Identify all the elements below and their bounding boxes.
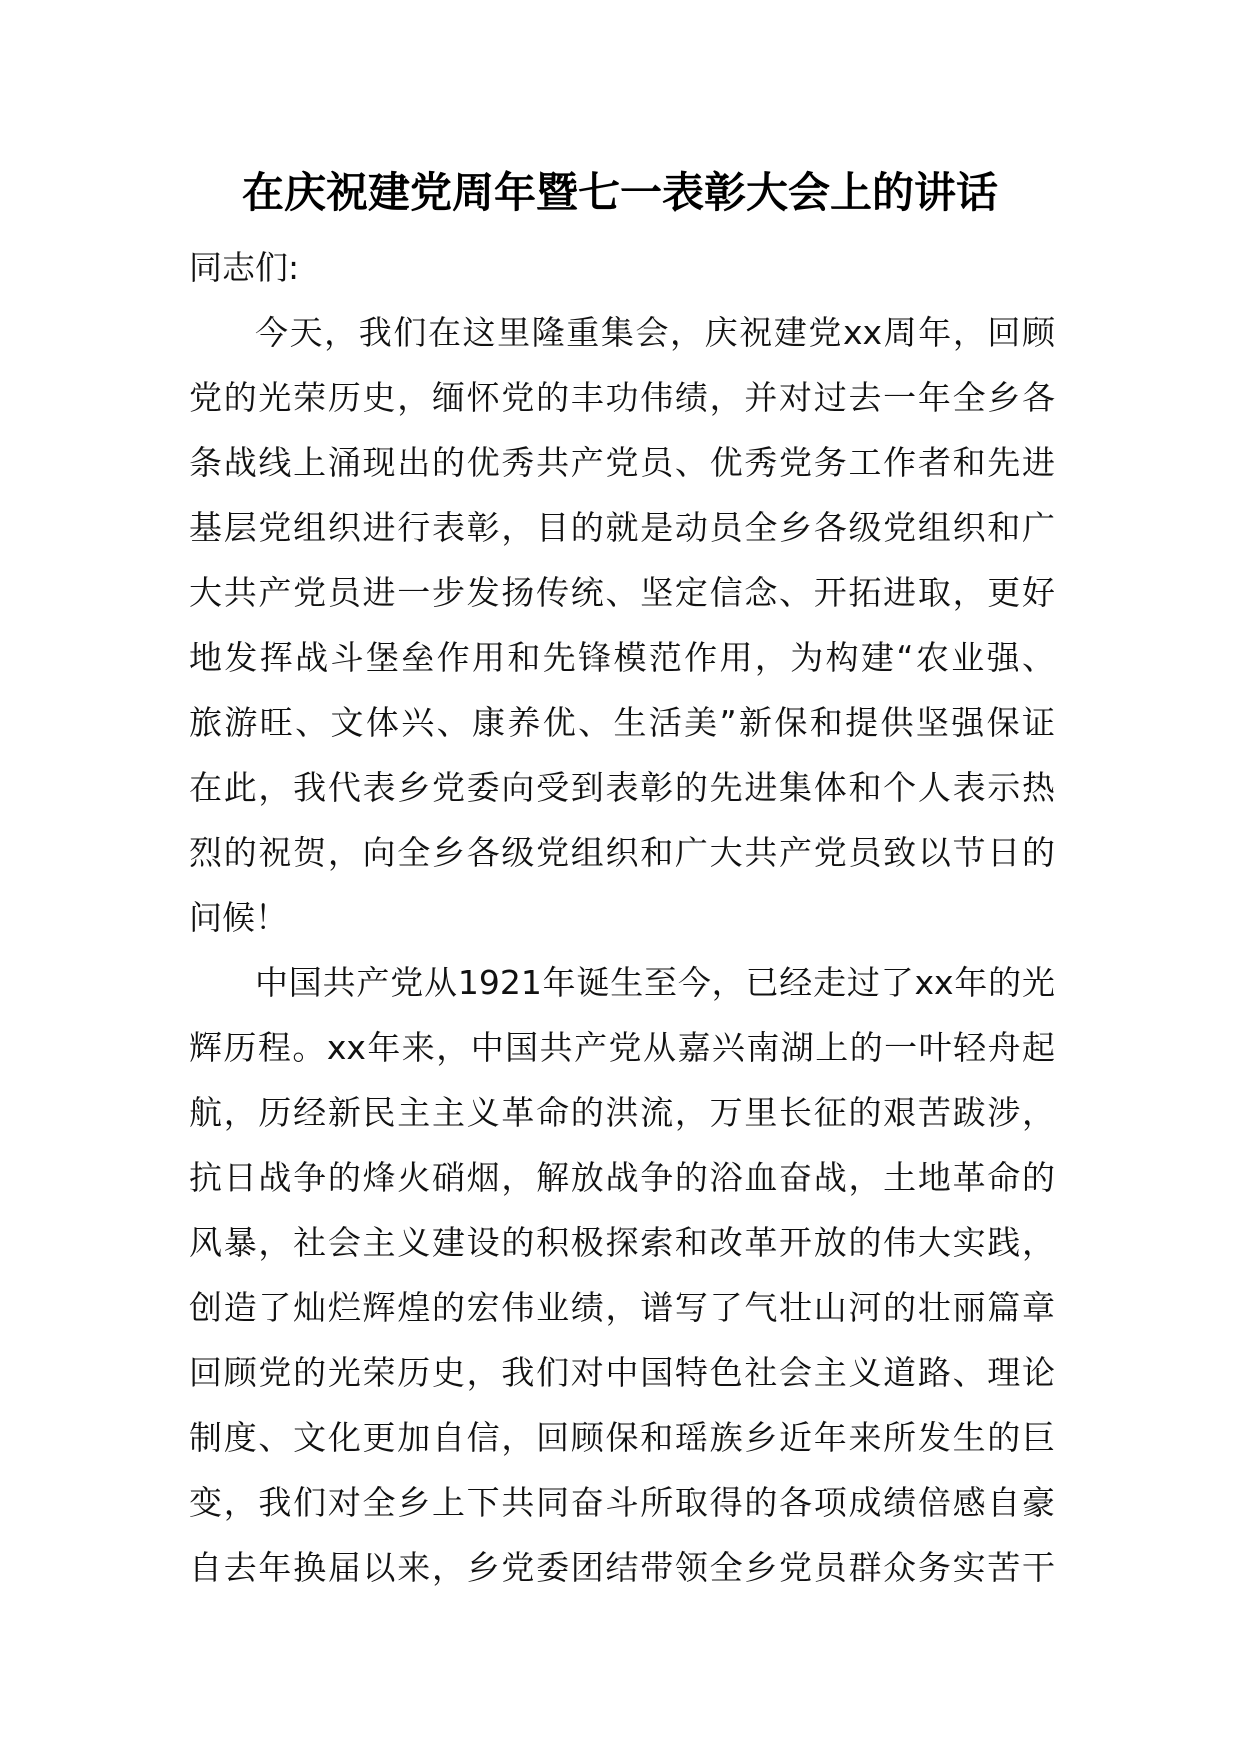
text-line: 航，历经新民主主义革命的洪流，万里长征的艰苦跋涉， xyxy=(189,1093,1055,1132)
text-line: 在此，我代表乡党委向受到表彰的先进集体和个人表示热 xyxy=(189,768,1055,807)
text-line: 制度、文化更加自信，回顾保和瑶族乡近年来所发生的巨 xyxy=(189,1418,1055,1457)
text-line: 中国共产党从1921年诞生至今，已经走过了xx年的光 xyxy=(255,963,1055,1002)
text-line: 旅游旺、文体兴、康养优、生活美”新保和提供坚强保证 xyxy=(189,703,1055,742)
greeting: 同志们: xyxy=(189,248,300,287)
text-line: 风暴，社会主义建设的积极探索和改革开放的伟大实践， xyxy=(189,1223,1055,1262)
text-line: 基层党组织进行表彰，目的就是动员全乡各级党组织和广 xyxy=(189,508,1055,547)
text-line: 自去年换届以来，乡党委团结带领全乡党员群众务实苦干 xyxy=(189,1548,1055,1587)
text-line: 烈的祝贺，向全乡各级党组织和广大共产党员致以节日的 xyxy=(189,833,1055,872)
text-line: 创造了灿烂辉煌的宏伟业绩，谱写了气壮山河的壮丽篇章 xyxy=(189,1288,1055,1327)
text-line: 今天，我们在这里隆重集会，庆祝建党xx周年，回顾 xyxy=(255,313,1055,352)
paragraph-2 xyxy=(189,950,1055,1600)
text-line: 条战线上涌现出的优秀共产党员、优秀党务工作者和先进 xyxy=(189,443,1055,482)
text-line: 问候！ xyxy=(189,898,288,937)
text-line: 抗日战争的烽火硝烟，解放战争的浴血奋战，土地革命的 xyxy=(189,1158,1055,1197)
text-line: 辉历程。xx年来，中国共产党从嘉兴南湖上的一叶轻舟起 xyxy=(189,1028,1055,1067)
document-body xyxy=(189,235,1055,1600)
text-line: 大共产党员进一步发扬传统、坚定信念、开拓进取，更好 xyxy=(189,573,1055,612)
text-line: 回顾党的光荣历史，我们对中国特色社会主义道路、理论 xyxy=(189,1353,1055,1392)
text-line: 变，我们对全乡上下共同奋斗所取得的各项成绩倍感自豪 xyxy=(189,1483,1055,1522)
text-line: 党的光荣历史，缅怀党的丰功伟绩，并对过去一年全乡各 xyxy=(189,378,1055,417)
text-line: 地发挥战斗堡垒作用和先锋模范作用，为构建“农业强、 xyxy=(189,638,1055,677)
document-title: 在庆祝建党周年暨七一表彰大会上的讲话 xyxy=(241,168,998,217)
paragraph-1 xyxy=(189,300,1055,950)
